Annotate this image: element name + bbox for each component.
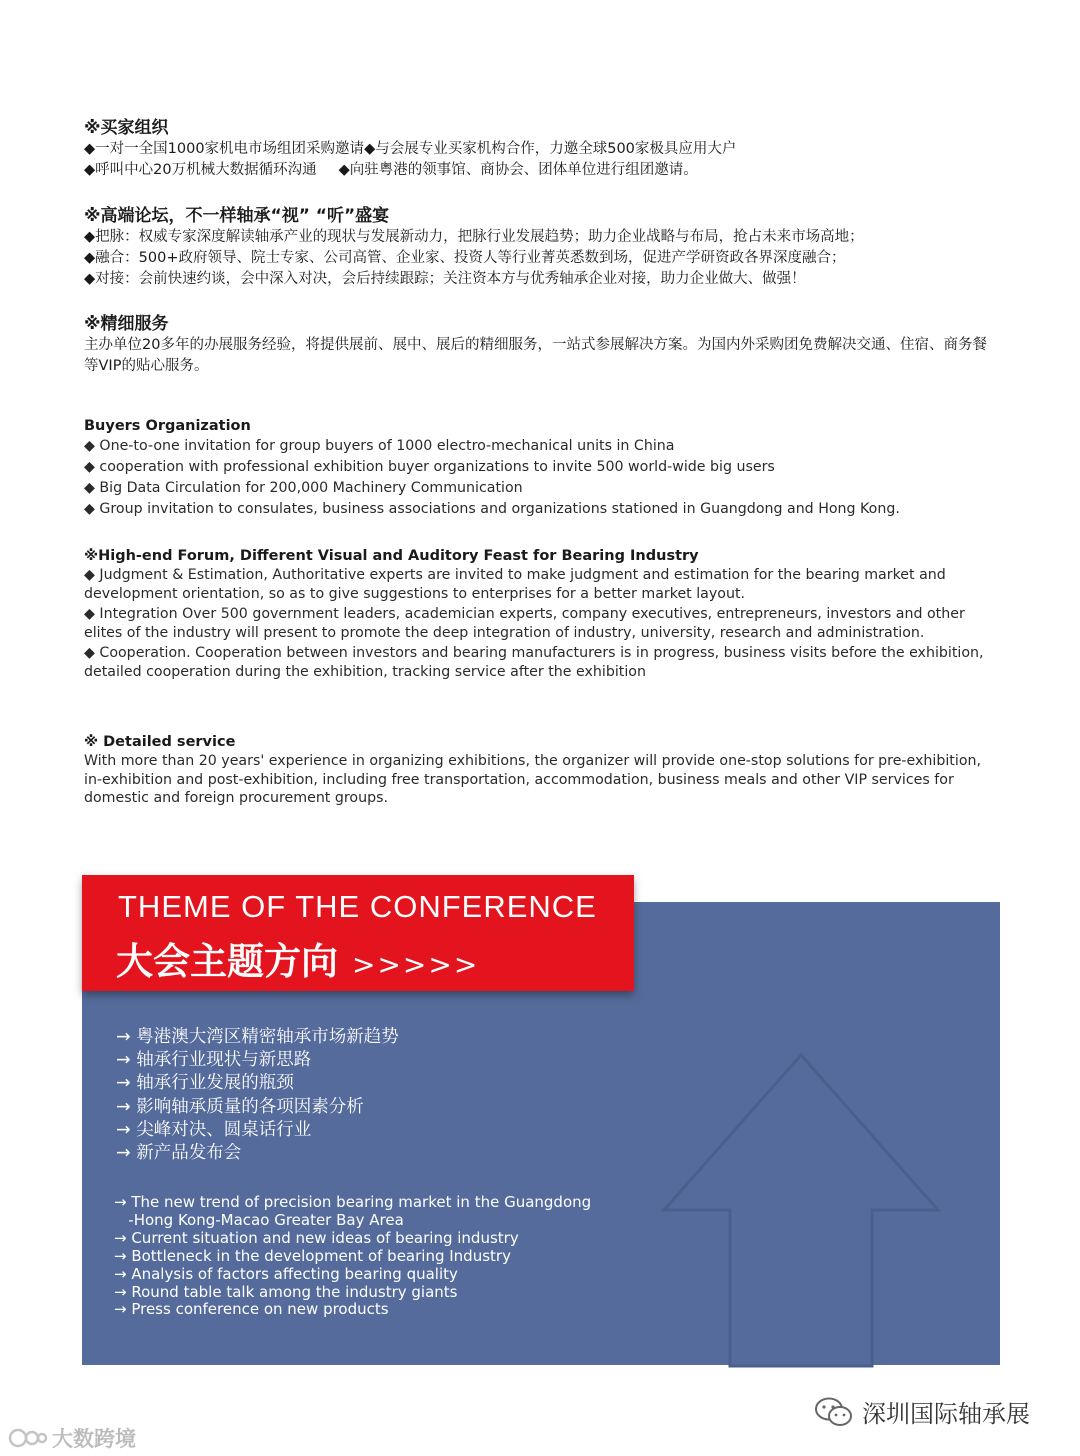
- cn-forum-section: [84, 205, 1004, 290]
- en-forum-item: ◆ Cooperation. Cooperation between investors and bearing manufacturers is in progress, business visits before the exhibition, detailed cooperation during the exhibition, tracking service after the exhibition: [84, 645, 984, 680]
- cn-buyers-section: [84, 117, 1004, 181]
- chevrons-icon: >>>>>: [352, 948, 480, 981]
- en-forum-section: [84, 546, 998, 681]
- cn-service-title: ※精细服务: [84, 314, 169, 334]
- cn-forum-item: ◆融合：500+政府领导、院士专家、公司高管、企业家、投资人等行业菁英悉数到场，促进产学研资政各界深度融合；: [84, 250, 846, 266]
- theme-cn-item: → 轴承行业现状与新思路: [116, 1050, 312, 1071]
- en-forum-title: ※High-end Forum, Different Visual and Auditory Feast for Bearing Industry: [84, 548, 699, 564]
- cn-service-body: 主办单位20多年的办展服务经验，将提供展前、展中、展后的精细服务，一站式参展解决方案。为国内外采购团免费解决交通、住宿、商务餐等VIP的贴心服务。: [84, 337, 987, 374]
- theme-en-item: → The new trend of precision bearing market in the Guangdong: [114, 1193, 592, 1211]
- watermark-text: 大数跨境: [52, 1427, 136, 1451]
- cn-buyers-item: ◆与会展专业买家机构合作，力邀全球500家极具应用大户: [364, 141, 737, 157]
- en-service-body: With more than 20 years' experience in organizing exhibitions, the organizer will provide one-stop solutions for pre-exhibition, in-exhibition and post-exhibition, including free transportation, accommodation, business meals and other VIP services for domestic and foreign procurement groups.: [84, 753, 981, 806]
- en-buyers-item: ◆ cooperation with professional exhibition buyer organizations to invite 500 world-wide big users: [84, 459, 775, 475]
- cn-buyers-line-2: [84, 160, 1004, 181]
- theme-en-item: → Analysis of factors affecting bearing quality: [114, 1264, 458, 1283]
- wechat-account-name: 深圳国际轴承展: [862, 1400, 1030, 1428]
- cn-buyers-item: ◆一对一全国1000家机电市场组团采购邀请: [84, 141, 365, 157]
- up-arrow-outline-icon: [660, 1052, 942, 1368]
- theme-en-item: → Press conference on new products: [114, 1300, 389, 1319]
- en-forum-item: ◆ Integration Over 500 government leaders, academician experts, company executives, entrepreneurs, investors and other elites of the industry will present to promote the deep integration of industry, university, research and administration.: [84, 606, 965, 641]
- en-buyers-item: ◆ One-to-one invitation for group buyers of 1000 electro-mechanical units in China: [84, 438, 675, 454]
- cn-forum-title: ※高端论坛，不一样轴承“视” “听”盛宴: [84, 206, 390, 226]
- en-buyers-item: ◆ Big Data Circulation for 200,000 Machinery Communication: [84, 480, 523, 496]
- en-forum-item: ◆ Judgment & Estimation, Authoritative experts are invited to make judgment and estimation for the bearing market and development orientation, so as to give suggestions to enterprises for a better market layout.: [84, 567, 946, 602]
- cn-buyers-item: ◆呼叫中心20万机械大数据循环沟通: [84, 162, 317, 178]
- wechat-icon: [814, 1396, 854, 1428]
- cn-service-section: [84, 313, 1000, 377]
- cn-buyers-item: ◆向驻粤港的领事馆、商协会、团体单位进行组团邀请。: [338, 162, 698, 178]
- theme-en-item: → Round table talk among the industry giants: [114, 1282, 458, 1301]
- theme-en-item: → Bottleneck in the development of bearing Industry: [114, 1246, 511, 1265]
- watermark-logo-icon: [8, 1426, 48, 1450]
- theme-title-cn-wrap: [116, 931, 479, 985]
- en-buyers-item: ◆ Group invitation to consulates, business associations and organizations stationed in Guangdong and Hong Kong.: [84, 501, 900, 517]
- cn-forum-item: ◆对接：会前快速约谈，会中深入对决，会后持续跟踪；关注资本方与优秀轴承企业对接，助力企业做大、做强！: [84, 271, 806, 287]
- theme-en-list: [114, 1194, 591, 1319]
- theme-cn-list: [116, 1026, 399, 1165]
- theme-cn-item: → 粤港澳大湾区精密轴承市场新趋势: [116, 1027, 399, 1047]
- theme-cn-item: → 新产品发布会: [116, 1143, 242, 1164]
- cn-buyers-title: ※买家组织: [84, 118, 169, 138]
- wechat-watermark: [814, 1394, 1030, 1429]
- cn-forum-item: ◆把脉：权威专家深度解读轴承产业的现状与发展新动力，把脉行业发展趋势；助力企业战略与布局，抢占未来市场高地；: [84, 229, 864, 245]
- theme-title-cn: 大会主题方向: [116, 940, 338, 983]
- en-service-title: ※ Detailed service: [84, 734, 236, 750]
- en-buyers-title: Buyers Organization: [84, 418, 251, 434]
- theme-en-item: → Current situation and new ideas of bearing industry: [114, 1228, 519, 1247]
- theme-title-en: THEME OF THE CONFERENCE: [118, 889, 597, 924]
- theme-cn-item: → 尖峰对决、圆桌话行业: [116, 1119, 312, 1140]
- theme-cn-item: → 影响轴承质量的各项因素分析: [116, 1096, 364, 1117]
- en-buyers-section: [84, 416, 1004, 520]
- en-service-section: [84, 732, 996, 808]
- theme-en-item: -Hong Kong-Macao Greater Bay Area: [114, 1210, 404, 1229]
- site-watermark: [8, 1423, 136, 1453]
- theme-banner: [82, 875, 634, 991]
- cn-buyers-line-1: [84, 139, 1004, 160]
- theme-cn-item: → 轴承行业发展的瓶颈: [116, 1073, 294, 1094]
